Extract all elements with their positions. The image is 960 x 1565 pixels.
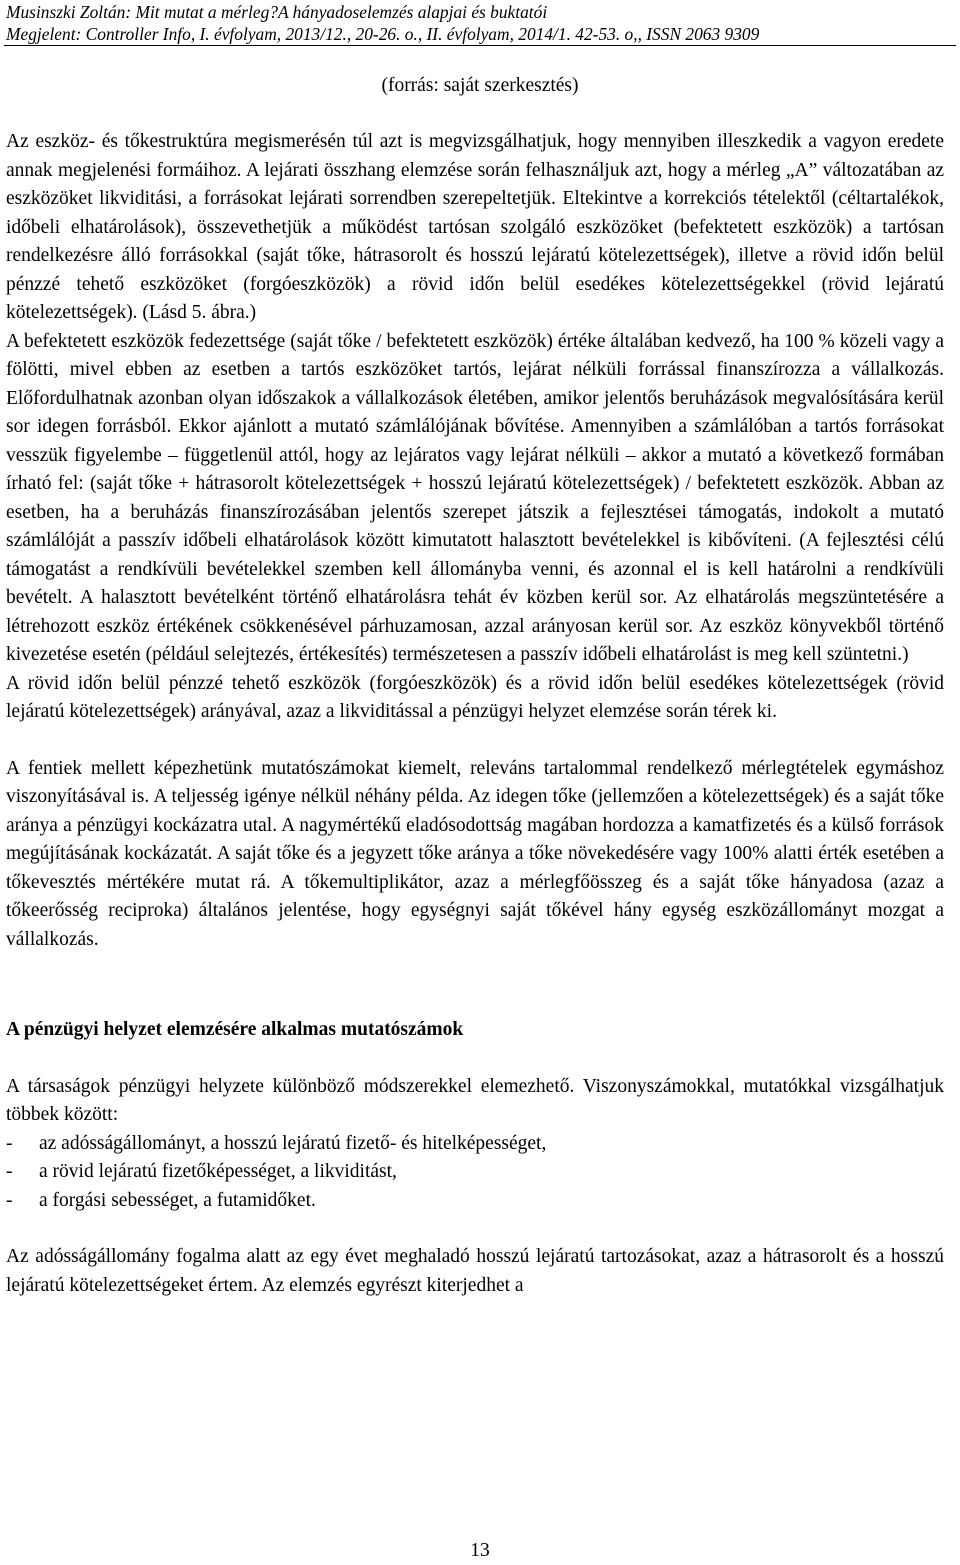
list-dash: - xyxy=(6,1189,13,1211)
indicator-list xyxy=(6,1130,944,1216)
list-dash: - xyxy=(6,1161,13,1182)
figure-source-caption: (forrás: saját szerkesztés) xyxy=(381,75,579,96)
list-item xyxy=(6,1187,944,1216)
paragraph-debt-definition: Az adósságállomány fogalma alatt az egy évet meghaladó hosszú lejáratú tartozásokat, azaz a hátrasorolt és a hosszú lejáratú kötelezettségeket értem. Az elemzés egyrészt kiterjedhet a xyxy=(6,1246,944,1296)
list-item-text: a forgási sebességet, a futamidőket. xyxy=(39,1189,316,1211)
list-item-text: az adósságállományt, a hosszú lejáratú fizető- és hitelképességet, xyxy=(39,1132,547,1154)
section-heading: A pénzügyi helyzet elemzésére alkalmas mutatószámok xyxy=(6,1019,464,1040)
document-body xyxy=(6,128,944,1300)
page-header xyxy=(6,1,956,45)
section-intro: A társaságok pénzügyi helyzete különböző módszerekkel elemezhető. Viszonyszámokkal, mutatókkal vizsgálhatjuk többek között: xyxy=(6,1075,944,1125)
paragraph-balance-ratios: A fentiek mellett képezhetünk mutatószámokat kiemelt, releváns tartalommal rendelkező mérlegtételek egymáshoz viszonyításával is. A teljesség igénye nélkül néhány példa. Az idegen tőke (jellemzően a kötelezettségek) és a saját tőke aránya a pénzügyi kockázatra utal. A nagymértékű eladósodottság magában hordozza a kamatfizetés és a külső források megújításának kockázatát. A saját tőke és a jegyzett tőke aránya a tőke növekedésére vagy 100% alatti érték esetében a tőkevesztés mértékére mutat rá. A tőkemultiplikátor, azaz a mérlegfőösszeg és a saját tőke hányadosa (azaz a tőkeerősség reciproka) általános jelentése, hogy egységnyi saját tőkével hány egység eszközállományt mozgat a vállalkozás. xyxy=(6,757,944,950)
list-dash: - xyxy=(6,1132,13,1154)
list-item xyxy=(6,1130,944,1159)
list-item xyxy=(6,1158,944,1187)
list-item-text: a rövid lejáratú fizetőképességet, a likviditást, xyxy=(39,1161,397,1182)
header-publication-info: Megjelent: Controller Info, I. évfolyam, 2013/12., 20-26. o., II. évfolyam, 2014/1. 42-53. o,, ISSN 2063 9309 xyxy=(6,24,760,44)
paragraph-maturity-match: Az eszköz- és tőkestruktúra megismerésén túl azt is megvizsgálhatjuk, hogy mennyiben illeszkedik a vagyon eredete annak megjelenési formáihoz. A lejárati összhang elemzése során felhasználjuk azt, hogy a mérleg „A” változatában az eszközöket likviditási, a forrásokat lejárati sorrendben szerepeltetjük. Eltekintve a korrekciós tételektől (céltartalékok, időbeli elhatárolások), összevethetjük a működést tartósan szolgáló eszközöket (befektetett eszközök) a tartósan rendelkezésre álló forrásokkal (saját tőke, hátrasorolt és hosszú lejáratú kötelezettségek), illetve a rövid időn belül pénzzé tehető eszközöket (forgóeszközök) a rövid időn belül esedékes kötelezettségekkel (rövid lejáratú kötelezettségek). (Lásd 5. ábra.) xyxy=(6,131,944,323)
header-divider xyxy=(4,45,956,46)
paragraph-fixed-asset-coverage: A befektetett eszközök fedezettsége (saját tőke / befektetett eszközök) értéke általában kedvező, ha 100 % közeli vagy a fölötti, mivel ebben az esetben a tartós eszközöket tartós, lejárat nélküli forrással finanszírozza a vállalkozás. Előfordulhatnak azonban olyan időszakok a vállalkozások életében, amikor jelentős beruházások megvalósítására kerül sor idegen forrásból. Ekkor ajánlott a mutató számlálójának bővítése. Amennyiben a számlálóban a tartós forrásokat vesszük figyelembe – függetlenül attól, hogy az lejáratos vagy lejárat nélküli – akkor a mutató a következő formában írható fel: (saját tőke + hátrasorolt kötelezettségek + hosszú lejáratú kötelezettségek) / befektetett eszközök. Abban az esetben, ha a beruházás finanszírozásában jelentős szerepet játszik a fejlesztései támogatás, indokolt a mutató számlálóját a passzív időbeli elhatárolások között kimutatott halasztott bevételekkel is kibővíteni. (A fejlesztési célú támogatást a rendkívüli bevételekkel szemben kell állományba venni, és azonnal el is kell határolni a rendkívüli bevételt. A halasztott bevételként történő elhatárolásra tehát év közben kerül sor. Az elhatárolás megszüntetésére a létrehozott eszköz értékének csökkenésével párhuzamosan, azzal arányosan kerül sor. Az eszköz könyvekből történő kivezetése esetén (például selejtezés, értékesítés) természetesen a passzív időbeli elhatárolást is meg kell szüntetni.) xyxy=(6,330,944,665)
header-author-title: Musinszki Zoltán: Mit mutat a mérleg?A hányadoselemzés alapjai és buktatói xyxy=(6,2,548,22)
page-number: 13 xyxy=(470,1540,490,1561)
paragraph-short-term-liquidity: A rövid időn belül pénzzé tehető eszközök (forgóeszközök) és a rövid időn belül esedékes kötelezettségek (rövid lejáratú kötelezettségek) arányával, azaz a likviditással a pénzügyi helyzet elemzése során térek ki. xyxy=(6,672,944,722)
